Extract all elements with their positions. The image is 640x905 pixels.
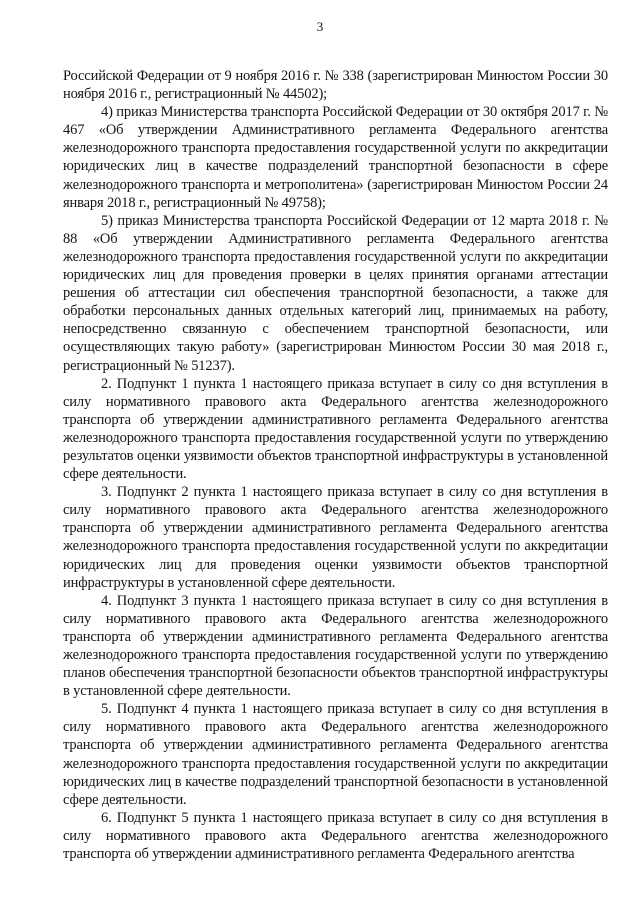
paragraph-clause-4: 4. Подпункт 3 пункта 1 настоящего приказа вступает в силу со дня вступления в силу нормативного правового акта Федерального агентства железнодорожного транспорта об утверждении административного регламента Федерального агентства железнодорожного транспорта предоставления государственной услуги по утверждению планов обеспечения транспортной безопасности объектов транспортной инфраструктуры в установленной сфере деятельности. xyxy=(63,592,608,700)
paragraph-item-4: 4) приказ Министерства транспорта Российской Федерации от 30 октября 2017 г. № 467 «Об утверждении Административного регламента Федерального агентства железнодорожного транспорта предоставления государственной услуги по аккредитации юридических лиц в качестве подразделений транспортной безопасности в сфере железнодорожного транспорта и метрополитена» (зарегистрирован Минюстом России 24 января 2018 г., регистрационный № 49758); xyxy=(63,104,608,211)
document-body xyxy=(63,67,608,863)
paragraph-clause-6: 6. Подпункт 5 пункта 1 настоящего приказа вступает в силу со дня вступления в силу нормативного правового акта Федерального агентства железнодорожного транспорта об утверждении административного регламента Федерального агентства xyxy=(63,809,608,863)
page-number: 3 xyxy=(316,19,324,34)
paragraph-clause-3: 3. Подпункт 2 пункта 1 настоящего приказа вступает в силу со дня вступления в силу нормативного правового акта Федерального агентства железнодорожного транспорта об утверждении административного регламента Федерального агентства железнодорожного транспорта предоставления государственной услуги по аккредитации юридических лиц для проведения оценки уязвимости объектов транспортной инфраструктуры в установленной сфере деятельности. xyxy=(63,484,608,591)
paragraph-1-continuation: Российской Федерации от 9 ноября 2016 г. № 338 (зарегистрирован Минюстом России 30 ноября 2016 г., регистрационный № 44502); xyxy=(63,68,608,103)
paragraph-clause-2: 2. Подпункт 1 пункта 1 настоящего приказа вступает в силу со дня вступления в силу нормативного правового акта Федерального агентства железнодорожного транспорта об утверждении административного регламента Федерального агентства железнодорожного транспорта предоставления государственной услуги по утверждению результатов оценки уязвимости объектов транспортной инфраструктуры в установленной сфере деятельности. xyxy=(63,375,608,483)
paragraph-item-5: 5) приказ Министерства транспорта Российской Федерации от 12 марта 2018 г. № 88 «Об утверждении Административного регламента Федерального агентства железнодорожного транспорта предоставления государственной услуги по аккредитации юридических лиц для проведения проверки в целях принятия органами аттестации решения об аттестации сил обеспечения транспортной безопасности, а также для обработки персональных данных отдельных категорий лиц, принимаемых на работу, непосредственно связанную с обеспечением транспортной безопасности, или осуществляющих такую работу» (зарегистрирован Минюстом России 30 мая 2018 г., регистрационный № 51237). xyxy=(63,212,608,374)
paragraph-clause-5: 5. Подпункт 4 пункта 1 настоящего приказа вступает в силу со дня вступления в силу нормативного правового акта Федерального агентства железнодорожного транспорта об утверждении административного регламента Федерального агентства железнодорожного транспорта предоставления государственной услуги по аккредитации юридических лиц в качестве подразделений транспортной безопасности в установленной сфере деятельности. xyxy=(63,701,608,808)
